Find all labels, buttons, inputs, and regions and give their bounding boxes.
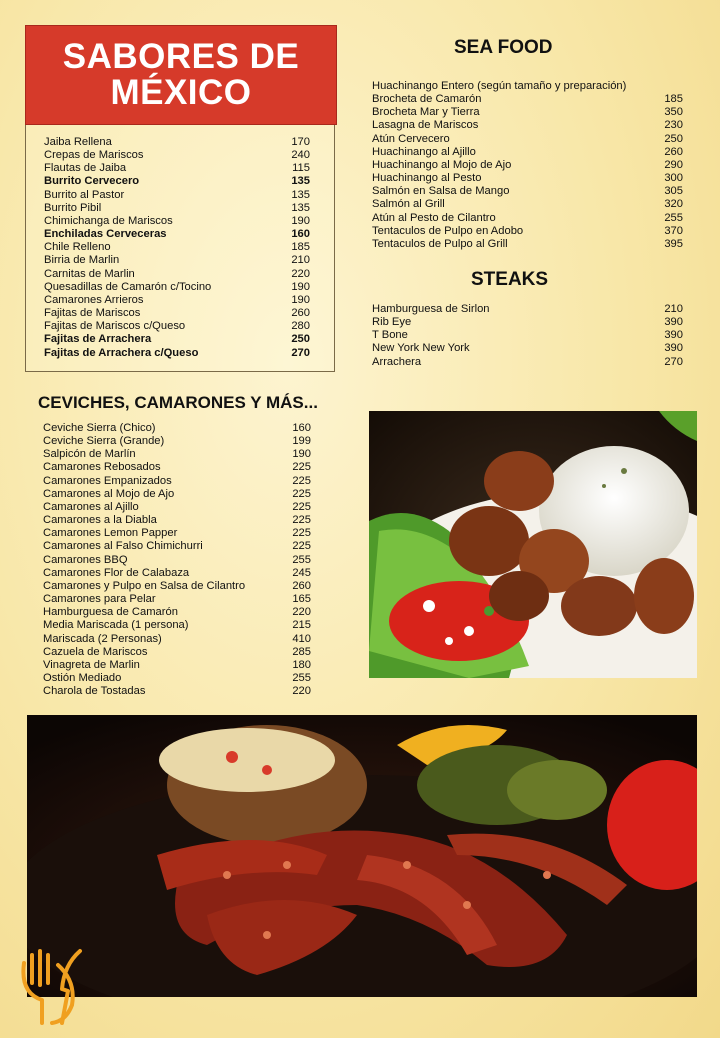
ceviches-item-name: Ceviche Sierra (Chico) xyxy=(43,422,156,434)
ceviches-item-name: Camarones al Falso Chimichurri xyxy=(43,540,203,553)
sabores-item xyxy=(44,294,310,307)
ceviches-item xyxy=(43,501,311,514)
ceviches-item-price: 225 xyxy=(292,461,311,474)
steaks-item-name: T Bone xyxy=(372,329,408,342)
sabores-item-price: 170 xyxy=(291,136,310,148)
steaks-item xyxy=(372,342,683,355)
ceviches-item xyxy=(43,475,311,488)
sabores-item-name: Burrito al Pastor xyxy=(44,188,125,201)
sabores-item-name: Burrito Cervecero xyxy=(44,175,140,188)
sabores-item-price: 115 xyxy=(292,162,310,175)
seafood-item-name: Tentaculos de Pulpo al Grill xyxy=(372,237,508,250)
sabores-item xyxy=(44,215,310,228)
dish-photo-meat-rice xyxy=(369,411,697,678)
seafood-item-price: 290 xyxy=(664,158,683,171)
seafood-item-name: Salmón en Salsa de Mango xyxy=(372,185,510,198)
ceviches-item xyxy=(43,540,311,553)
seafood-item xyxy=(372,106,683,119)
ceviches-item xyxy=(43,672,311,685)
sabores-item-price: 135 xyxy=(291,188,310,201)
seafood-item xyxy=(372,185,683,198)
steaks-item xyxy=(372,356,683,369)
ceviches-item xyxy=(43,488,311,501)
sabores-item xyxy=(44,162,310,175)
seafood-item-price: 250 xyxy=(664,132,683,145)
ceviches-item xyxy=(43,514,311,527)
sabores-item xyxy=(44,241,310,254)
sabores-item xyxy=(44,254,310,267)
ceviches-list xyxy=(43,422,311,698)
seafood-item-name: Atún Cervecero xyxy=(372,132,450,145)
seafood-item-price: 230 xyxy=(664,119,683,132)
ceviches-item-price: 220 xyxy=(292,606,311,619)
ceviches-item-price: 215 xyxy=(292,619,311,632)
steaks-item xyxy=(372,303,683,316)
seafood-item-price: 395 xyxy=(664,237,683,250)
sabores-item xyxy=(44,320,310,333)
seafood-item-price: 350 xyxy=(664,106,683,119)
sabores-item xyxy=(44,347,310,360)
ceviches-item-price: 160 xyxy=(292,422,311,434)
sabores-item-name: Fajitas de Arrachera xyxy=(44,333,152,346)
sabores-item xyxy=(44,228,310,241)
ceviches-item-price: 225 xyxy=(292,514,311,527)
ceviches-item-name: Vinagreta de Marlin xyxy=(43,658,140,671)
ceviches-item xyxy=(43,659,311,672)
seafood-item-name: Brocheta de Camarón xyxy=(372,93,482,106)
seafood-heading: SEA FOOD xyxy=(454,37,553,58)
sabores-item-price: 190 xyxy=(291,214,310,227)
ceviches-item xyxy=(43,580,311,593)
ceviches-item xyxy=(43,461,311,474)
ceviches-item-price: 225 xyxy=(292,540,311,553)
sabores-item xyxy=(44,268,310,281)
sabores-item-price: 190 xyxy=(291,293,310,306)
sabores-item-price: 270 xyxy=(291,346,310,359)
ceviches-item-name: Camarones Flor de Calabaza xyxy=(43,566,190,579)
seafood-item xyxy=(372,238,683,251)
seafood-item-price: 255 xyxy=(664,211,683,224)
ceviches-item xyxy=(43,448,311,461)
sabores-item-price: 240 xyxy=(291,149,310,162)
sabores-item-price: 190 xyxy=(291,280,310,293)
ceviches-item xyxy=(43,527,311,540)
seafood-item-name: Huachinango al Ajillo xyxy=(372,145,476,158)
ceviches-item-name: Camarones al Mojo de Ajo xyxy=(43,487,175,500)
sabores-item-name: Crepas de Mariscos xyxy=(44,149,144,162)
ceviches-item xyxy=(43,606,311,619)
steaks-item-name: Arrachera xyxy=(372,355,422,368)
ceviches-item xyxy=(43,685,311,698)
sabores-list xyxy=(44,136,310,360)
seafood-item-price: 305 xyxy=(664,185,683,198)
ceviches-item-name: Hamburguesa de Camarón xyxy=(43,606,178,619)
sabores-item-price: 280 xyxy=(291,320,310,333)
steaks-list xyxy=(372,303,683,369)
sabores-item-name: Chile Relleno xyxy=(44,241,111,254)
sabores-item-name: Jaiba Rellena xyxy=(44,136,112,148)
seafood-item-price: 185 xyxy=(664,93,683,106)
sabores-item xyxy=(44,202,310,215)
steaks-item-name: Rib Eye xyxy=(372,316,412,329)
ceviches-item xyxy=(43,554,311,567)
ceviches-item-price: 225 xyxy=(292,527,311,540)
steaks-item xyxy=(372,329,683,342)
sabores-item-name: Fajitas de Mariscos c/Queso xyxy=(44,320,186,333)
ceviches-item xyxy=(43,593,311,606)
ceviches-item-name: Cazuela de Mariscos xyxy=(43,645,148,658)
ceviches-item-name: Camarones Rebosados xyxy=(43,461,161,474)
ceviches-item-name: Charola de Tostadas xyxy=(43,685,146,698)
sabores-item-name: Flautas de Jaiba xyxy=(44,162,127,175)
sabores-item-price: 185 xyxy=(291,241,310,254)
ceviches-item-price: 255 xyxy=(292,553,311,566)
seafood-item-name: Brocheta Mar y Tierra xyxy=(372,106,480,119)
steaks-item-price: 390 xyxy=(664,329,683,342)
ceviches-item-price: 180 xyxy=(292,658,311,671)
dish-photo-grilled-octopus xyxy=(27,715,697,997)
ceviches-item-price: 225 xyxy=(292,487,311,500)
sabores-item-price: 210 xyxy=(291,254,310,267)
sabores-item-price: 260 xyxy=(291,307,310,320)
seafood-item xyxy=(372,225,683,238)
ceviches-item xyxy=(43,633,311,646)
sabores-item xyxy=(44,333,310,346)
seafood-item xyxy=(372,212,683,225)
ceviches-heading: CEVICHES, CAMARONES Y MÁS... xyxy=(38,393,318,412)
sabores-item-price: 250 xyxy=(291,333,310,346)
steaks-item-price: 270 xyxy=(664,355,683,368)
sabores-item xyxy=(44,175,310,188)
ceviches-item-price: 220 xyxy=(292,685,311,698)
seafood-item-price: 320 xyxy=(664,198,683,211)
sabores-item-name: Enchiladas Cerveceras xyxy=(44,228,167,241)
steaks-item-name: New York New York xyxy=(372,342,470,355)
sabores-item xyxy=(44,149,310,162)
seafood-item-name: Lasagna de Mariscos xyxy=(372,119,479,132)
seafood-item-name: Salmón al Grill xyxy=(372,198,445,211)
ceviches-item-name: Salpicón de Marlín xyxy=(43,448,136,461)
sabores-item-name: Birria de Marlin xyxy=(44,254,120,267)
seafood-item-name: Huachinango Entero (según tamaño y preparación) xyxy=(372,80,627,92)
seafood-item xyxy=(372,172,683,185)
ceviches-item-name: Media Mariscada (1 persona) xyxy=(43,619,189,632)
sabores-item-price: 160 xyxy=(291,228,310,241)
seafood-item-name: Huachinango al Pesto xyxy=(372,172,482,185)
ceviches-item-name: Camarones BBQ xyxy=(43,553,128,566)
sabores-item-name: Quesadillas de Camarón c/Tocino xyxy=(44,280,212,293)
seafood-item xyxy=(372,159,683,172)
ceviches-item-price: 225 xyxy=(292,474,311,487)
sabores-item-price: 135 xyxy=(291,201,310,214)
steaks-item-name: Hamburguesa de Sirlon xyxy=(372,303,490,315)
sabores-item xyxy=(44,136,310,149)
seafood-item xyxy=(372,119,683,132)
ceviches-item xyxy=(43,619,311,632)
seafood-item-price: 370 xyxy=(664,224,683,237)
ceviches-item-price: 260 xyxy=(292,579,311,592)
sabores-item xyxy=(44,281,310,294)
sabores-item-name: Fajitas de Arrachera c/Queso xyxy=(44,346,199,359)
ceviches-item-price: 255 xyxy=(292,671,311,684)
banner-title-line-2: MÉXICO xyxy=(110,73,252,112)
ceviches-item-price: 190 xyxy=(292,448,311,461)
sabores-item-name: Burrito Pibil xyxy=(44,201,102,214)
ceviches-item-price: 410 xyxy=(292,632,311,645)
sabores-banner xyxy=(25,25,337,125)
sabores-item-name: Fajitas de Mariscos xyxy=(44,307,141,320)
sabores-item xyxy=(44,307,310,320)
steaks-item-price: 390 xyxy=(664,316,683,329)
ceviches-item xyxy=(43,567,311,580)
ceviches-item-name: Camarones a la Diabla xyxy=(43,514,157,527)
ceviches-item-price: 165 xyxy=(292,593,311,606)
fork-knife-logo-icon xyxy=(18,945,88,1032)
steaks-item-price: 390 xyxy=(664,342,683,355)
steaks-heading: STEAKS xyxy=(471,269,549,290)
sabores-item-name: Carnitas de Marlin xyxy=(44,267,135,280)
ceviches-item-name: Camarones para Pelar xyxy=(43,593,156,606)
ceviches-item-name: Camarones Lemon Papper xyxy=(43,527,178,540)
ceviches-item-name: Ceviche Sierra (Grande) xyxy=(43,435,165,448)
seafood-item-name: Tentaculos de Pulpo en Adobo xyxy=(372,224,524,237)
ceviches-item-name: Camarones y Pulpo en Salsa de Cilantro xyxy=(43,579,246,592)
ceviches-item-name: Camarones al Ajillo xyxy=(43,500,139,513)
seafood-item-price: 260 xyxy=(664,145,683,158)
seafood-list xyxy=(372,80,683,251)
seafood-item xyxy=(372,133,683,146)
banner-title-line-1: SABORES DE xyxy=(62,37,300,76)
sabores-item-price: 135 xyxy=(291,175,310,188)
sabores-item-name: Chimichanga de Mariscos xyxy=(44,214,173,227)
sabores-item-name: Camarones Arrieros xyxy=(44,293,144,306)
seafood-item xyxy=(372,198,683,211)
ceviches-item-price: 225 xyxy=(292,500,311,513)
sabores-item xyxy=(44,189,310,202)
ceviches-item xyxy=(43,646,311,659)
ceviches-item xyxy=(43,435,311,448)
steaks-item-price: 210 xyxy=(664,303,683,315)
ceviches-item-name: Camarones Empanizados xyxy=(43,474,172,487)
ceviches-item-price: 245 xyxy=(292,566,311,579)
ceviches-item xyxy=(43,422,311,435)
ceviches-item-price: 199 xyxy=(292,435,311,448)
seafood-item xyxy=(372,80,683,93)
ceviches-item-name: Mariscada (2 Personas) xyxy=(43,632,162,645)
seafood-item-name: Atún al Pesto de Cilantro xyxy=(372,211,496,224)
seafood-item-name: Huachinango al Mojo de Ajo xyxy=(372,158,512,171)
seafood-item-price: 300 xyxy=(664,172,683,185)
seafood-item xyxy=(372,93,683,106)
seafood-item xyxy=(372,146,683,159)
ceviches-item-name: Ostión Mediado xyxy=(43,671,122,684)
ceviches-item-price: 285 xyxy=(292,645,311,658)
steaks-item xyxy=(372,316,683,329)
sabores-item-price: 220 xyxy=(291,267,310,280)
